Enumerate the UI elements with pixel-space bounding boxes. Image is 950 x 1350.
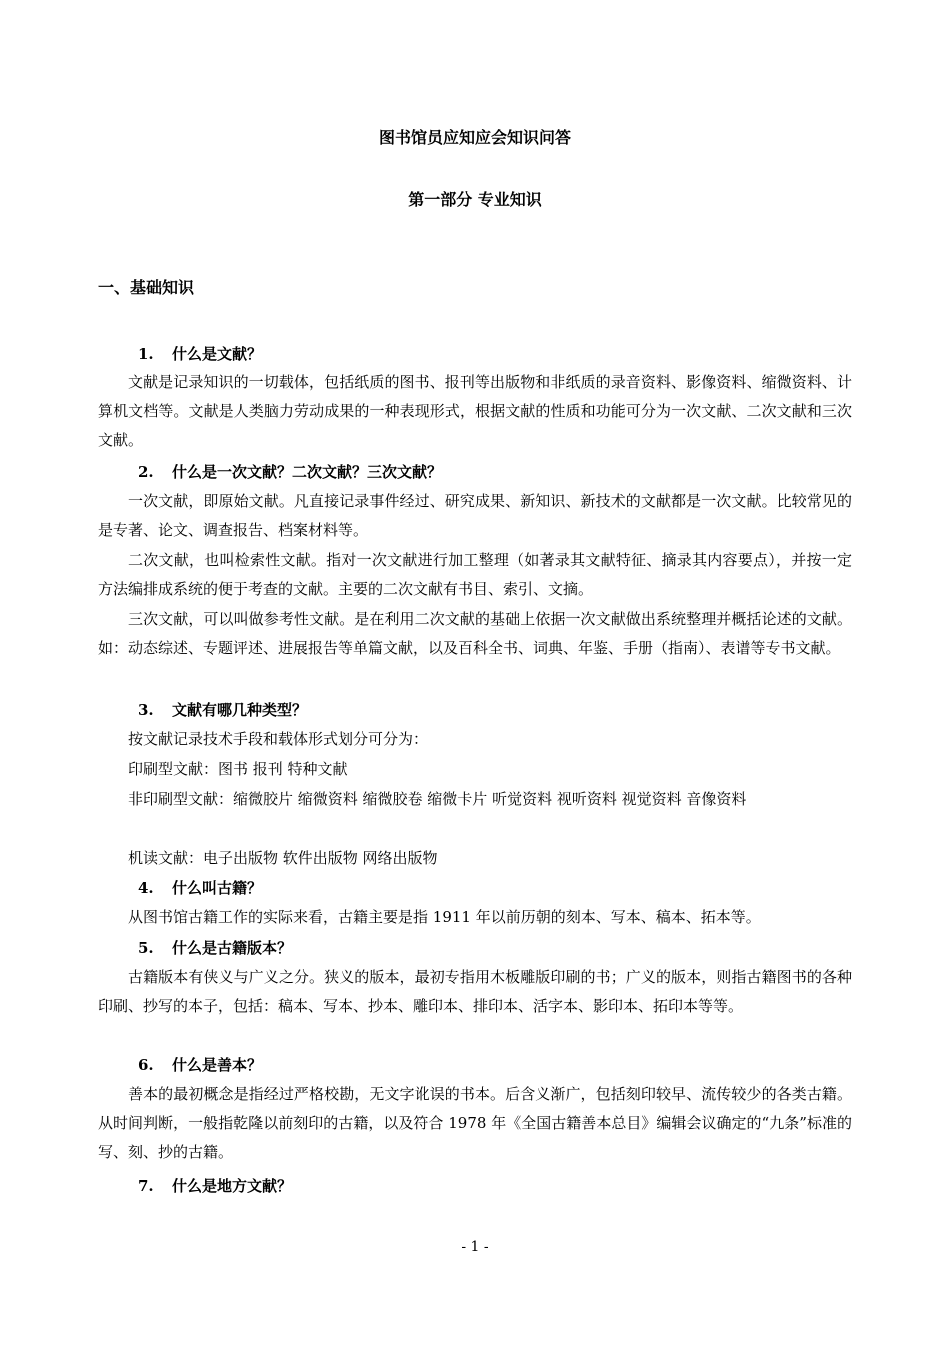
- question-heading: [138, 699, 307, 721]
- question-text: 什么是文献？: [172, 345, 263, 363]
- answer-paragraph: 印刷型文献：图书 报刊 特种文献: [128, 760, 348, 778]
- question-number: 6.: [138, 1056, 154, 1074]
- answer-paragraph: 机读文献：电子出版物 软件出版物 网络出版物: [128, 849, 438, 867]
- part-title: 第一部分 专业知识: [408, 190, 542, 209]
- question-number: 2.: [138, 463, 154, 481]
- answer-paragraph: 善本的最初概念是指经过严格校勘，无文字讹误的书本。后含义渐广，包括刻印较早、流传较少的各类古籍。从时间判断，一般指乾隆以前刻印的古籍，以及符合 1978 年《全国古籍善本总目》编辑会议确定的“九条”标准的写、刻、抄的古籍。: [98, 1085, 852, 1161]
- question-heading: [138, 1175, 292, 1197]
- question-text: 什么叫古籍？: [172, 879, 263, 897]
- section-heading: 一、基础知识: [98, 278, 195, 297]
- question-number: 3.: [138, 701, 154, 719]
- question-heading: [138, 461, 442, 483]
- answer-paragraph: 从图书馆古籍工作的实际来看，古籍主要是指 1911 年以前历朝的刻本、写本、稿本、拓本等。: [128, 908, 761, 926]
- answer-paragraph: 一次文献，即原始文献。凡直接记录事件经过、研究成果、新知识、新技术的文献都是一次文献。比较常见的是专著、论文、调查报告、档案材料等。: [98, 492, 852, 539]
- page-number: - 1 -: [461, 1239, 489, 1255]
- question-text: 什么是古籍版本？: [172, 939, 293, 957]
- answer-paragraph: 古籍版本有侠义与广义之分。狭义的版本，最初专指用木板雕版印刷的书；广义的版本，则指古籍图书的各种印刷、抄写的本子，包括：稿本、写本、抄本、雕印本、排印本、活字本、影印本、拓印本等等。: [98, 968, 852, 1015]
- question-text: 什么是地方文献？: [172, 1177, 293, 1195]
- answer-paragraph: 三次文献，可以叫做参考性文献。是在利用二次文献的基础上依据一次文献做出系统整理并概括论述的文献。如：动态综述、专题评述、进展报告等单篇文献，以及百科全书、词典、年鉴、手册（指南）、表谱等专书文献。: [98, 610, 852, 657]
- answer-paragraph: 按文献记录技术手段和载体形式划分可分为：: [128, 730, 429, 748]
- question-text: 什么是一次文献？二次文献？三次文献？: [172, 463, 443, 481]
- question-heading: [138, 1054, 262, 1076]
- answer-paragraph: 二次文献，也叫检索性文献。指对一次文献进行加工整理（如著录其文献特征、摘录其内容要点），并按一定方法编排成系统的便于考查的文献。主要的二次文献有书目、索引、文摘。: [98, 551, 852, 598]
- question-heading: [138, 343, 262, 365]
- question-number: 7.: [138, 1177, 154, 1195]
- question-heading: [138, 937, 292, 959]
- document-title: 图书馆员应知应会知识问答: [378, 128, 571, 147]
- question-number: 1.: [138, 345, 154, 363]
- question-text: 什么是善本？: [172, 1056, 263, 1074]
- answer-paragraph: 文献是记录知识的一切载体，包括纸质的图书、报刊等出版物和非纸质的录音资料、影像资料、缩微资料、计算机文档等。文献是人类脑力劳动成果的一种表现形式，根据文献的性质和功能可分为一次文献、二次文献和三次文献。: [98, 373, 852, 449]
- question-number: 4.: [138, 879, 154, 897]
- question-heading: [138, 877, 262, 899]
- question-number: 5.: [138, 939, 154, 957]
- question-text: 文献有哪几种类型？: [172, 701, 308, 719]
- answer-paragraph: 非印刷型文献：缩微胶片 缩微资料 缩微胶卷 缩微卡片 听觉资料 视听资料 视觉资料 音像资料: [128, 790, 747, 808]
